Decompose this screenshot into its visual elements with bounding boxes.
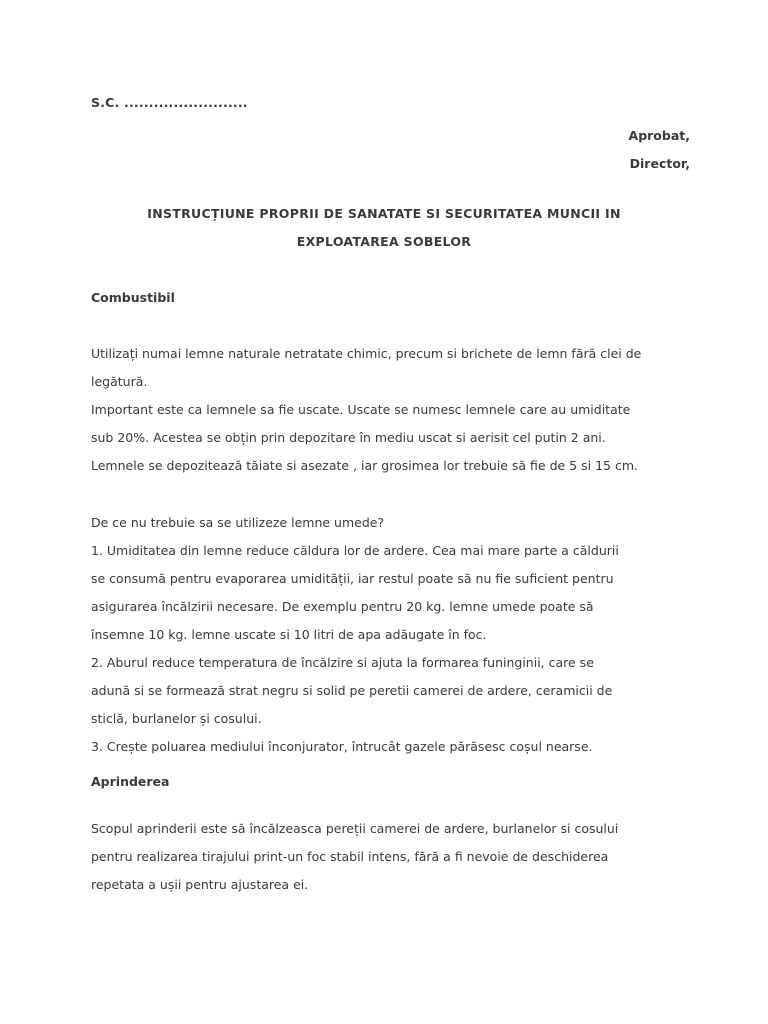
list-item-line: asigurarea încălzirii necesare. De exemplu pentru 20 kg. lemne umede poate să [91,599,594,614]
title-line-1: INSTRUCȚIUNE PROPRII DE SANATATE SI SECURITATEA MUNCII IN [147,206,621,221]
title-line-2: EXPLOATAREA SOBELOR [296,234,472,249]
section-body-lemne-umede [91,509,691,761]
list-item-line: 1. Umiditatea din lemne reduce căldura lor de ardere. Cea mai mare parte a căldurii [91,543,619,558]
director-label: Director, [629,156,690,171]
paragraph-line: Lemnele se depozitează tăiate si asezate , iar grosimea lor trebuie să fie de 5 si 15 cm. [91,458,638,473]
paragraph-line: Scopul aprinderii este să încălzeasca pereții camerei de ardere, burlanelor si cosului [91,821,619,836]
section-body-combustibil [91,340,691,480]
approval-block [629,122,690,178]
list-item-line: adună si se formează strat negru si solid pe peretii camerei de ardere, ceramicii de [91,683,613,698]
company-name: S.C. ......................... [91,95,248,110]
list-item-line: 2. Aburul reduce temperatura de încălzire si ajuta la formarea funinginii, care se [91,655,594,670]
section-body-aprinderea [91,815,691,899]
paragraph-line: repetata a ușii pentru ajustarea ei. [91,877,309,892]
section-heading-combustibil: Combustibil [91,290,175,305]
paragraph-line: pentru realizarea tirajului print-un foc stabil intens, fără a fi nevoie de deschiderea [91,849,609,864]
list-item-line: sticlă, burlanelor și cosului. [91,711,262,726]
paragraph-line: legătură. [91,374,148,389]
list-item-line: 3. Crește poluarea mediului înconjurator, întrucât gazele părăsesc coșul nearse. [91,739,593,754]
paragraph-line: sub 20%. Acestea se obțin prin depozitare în mediu uscat si aerisit cel putin 2 ani. [91,430,606,445]
document-title [91,200,677,256]
section-heading-aprinderea: Aprinderea [91,774,170,789]
list-item-line: se consumă pentru evaporarea umidității, iar restul poate să nu fie suficient pentru [91,571,614,586]
paragraph-line: Utilizați numai lemne naturale netratate chimic, precum si brichete de lemn fără clei de [91,346,642,361]
approved-label: Aprobat, [628,128,690,143]
list-item-line: însemne 10 kg. lemne uscate si 10 litri de apa adăugate în foc. [91,627,487,642]
paragraph-line: Important este ca lemnele sa fie uscate. Uscate se numesc lemnele care au umiditate [91,402,631,417]
question-line: De ce nu trebuie sa se utilizeze lemne umede? [91,515,385,530]
